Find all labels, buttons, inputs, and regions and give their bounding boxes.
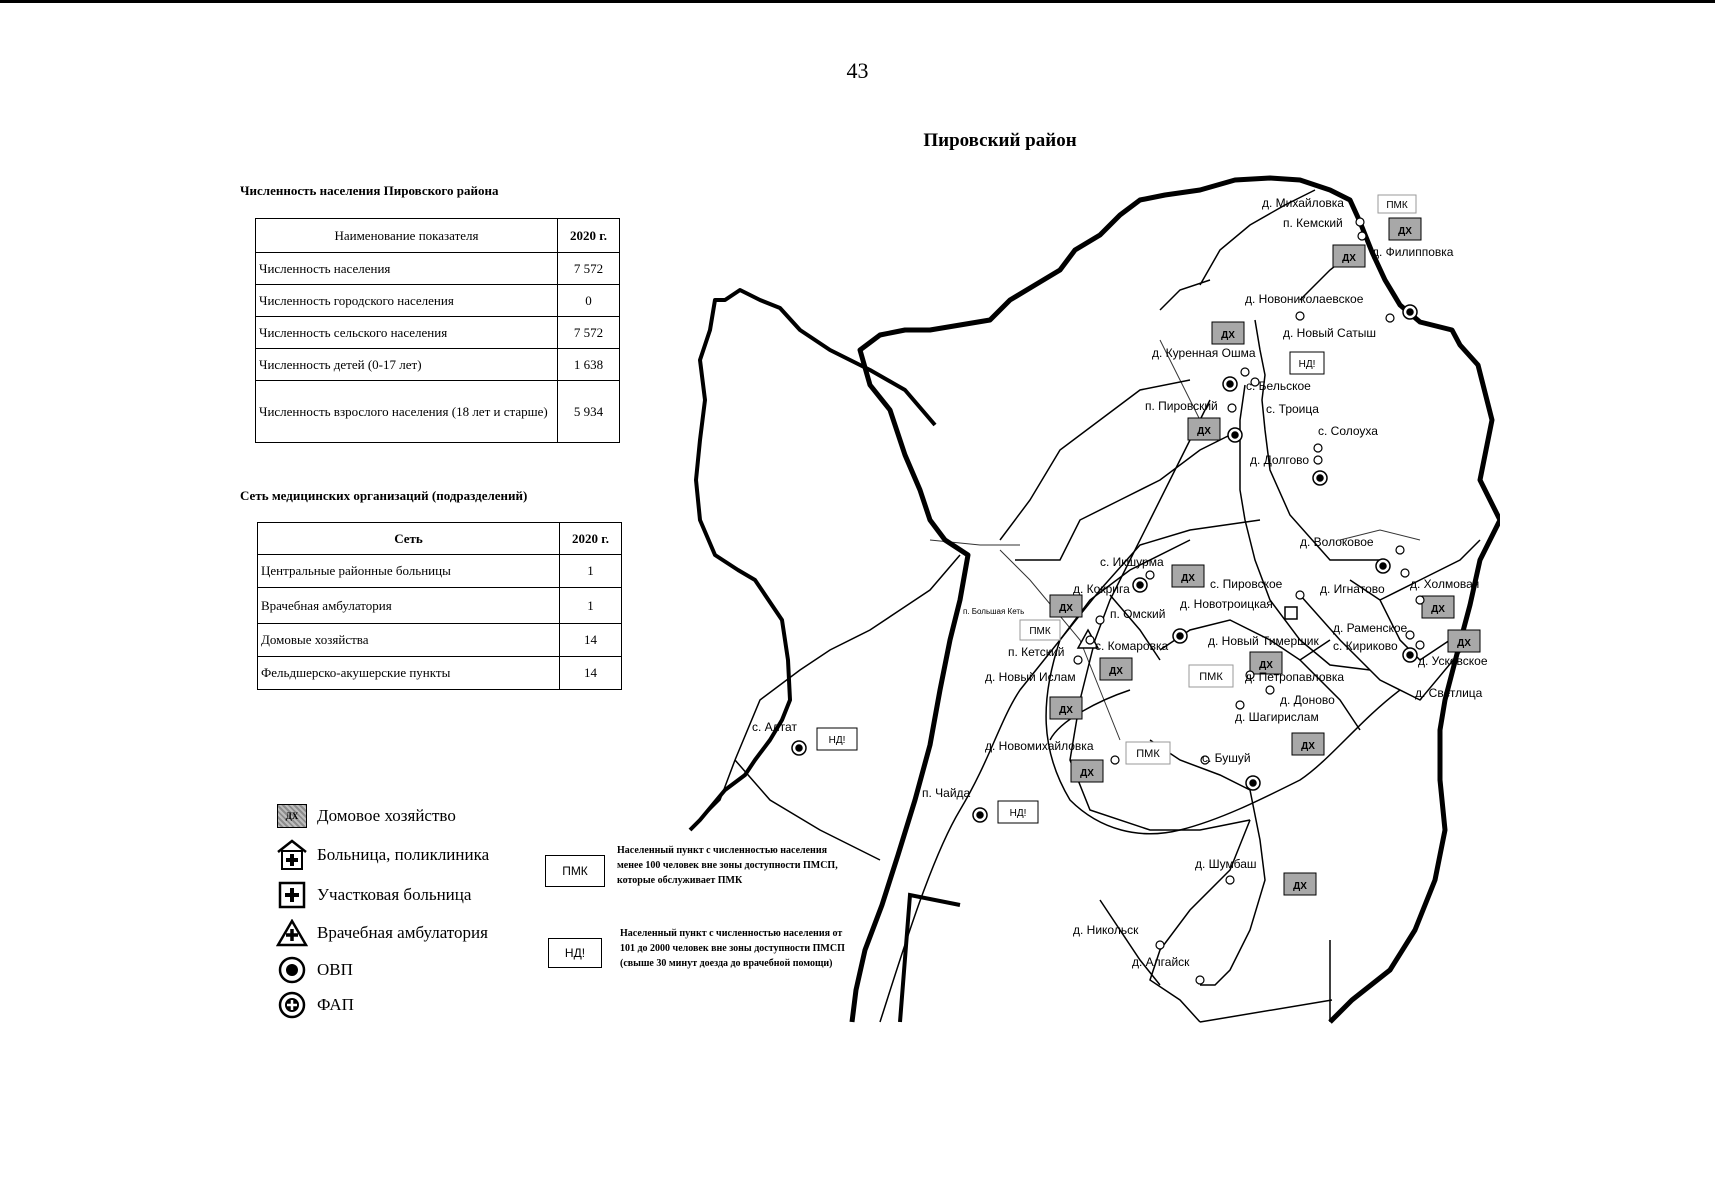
table-row xyxy=(256,253,620,285)
nd-marker xyxy=(998,801,1038,823)
fap-icon xyxy=(1228,428,1242,442)
dx-marker xyxy=(1071,760,1103,782)
place-label: д. Холмовая xyxy=(1410,577,1480,591)
table-row xyxy=(256,317,620,349)
place-label: д. Петропавловка xyxy=(1245,670,1345,684)
place-label: д. Новотроицкая xyxy=(1180,597,1273,611)
table-cell-value: 5 934 xyxy=(558,381,620,443)
household-icon: ДХ xyxy=(275,801,309,831)
district-border xyxy=(852,178,1500,1022)
place-label: д. Михайловка xyxy=(1262,196,1344,210)
place-label: д. Новый Тимершик xyxy=(1208,634,1319,648)
legend-label: Врачебная амбулатория xyxy=(317,923,488,942)
place-label: д. Алгайск xyxy=(1132,955,1190,969)
table-row xyxy=(256,381,620,443)
svg-text:НД!: НД! xyxy=(1009,808,1027,819)
place-label: д. Новый Ислам xyxy=(985,670,1076,684)
svg-text:ДХ: ДХ xyxy=(1080,768,1094,779)
legend-label: Домовое хозяйство xyxy=(317,806,456,825)
place-label: п. Пировский xyxy=(1145,399,1218,413)
network-table xyxy=(257,522,622,690)
svg-text:ДХ: ДХ xyxy=(1259,660,1273,671)
svg-text:НД!: НД! xyxy=(1298,359,1316,370)
table-row xyxy=(258,588,622,624)
table-cell-value: 14 xyxy=(560,657,622,690)
fap-icon xyxy=(1313,471,1327,485)
legend-label: ФАП xyxy=(317,995,354,1014)
table-cell-value: 1 xyxy=(560,555,622,588)
svg-text:ПМК: ПМК xyxy=(1029,626,1051,637)
pmk-marker xyxy=(1020,620,1060,640)
dx-marker xyxy=(1389,218,1421,240)
dx-marker xyxy=(1333,245,1365,267)
legend-item-fap xyxy=(275,990,354,1020)
legend-label: Участковая больница xyxy=(317,885,472,904)
table-header-cell: 2020 г. xyxy=(558,219,620,253)
fap-icon xyxy=(275,990,309,1020)
place-label: д. Новый Сатыш xyxy=(1283,326,1377,340)
place-label: д. Долгово xyxy=(1250,453,1310,467)
place-label: д. Светлица xyxy=(1415,686,1483,700)
table-cell-label: Численность городского населения xyxy=(256,285,558,317)
legend-item-ovp xyxy=(275,955,353,985)
table-header-cell: 2020 г. xyxy=(560,523,622,555)
page-title: Пировский район xyxy=(923,130,1077,151)
legend-item-district-hospital xyxy=(275,880,471,910)
ambulatory-icon xyxy=(275,918,309,948)
table-cell-label: Центральные районные больницы xyxy=(258,555,560,588)
svg-text:НД!: НД! xyxy=(828,735,846,746)
dx-marker xyxy=(1448,630,1480,652)
population-table xyxy=(255,218,620,443)
place-label: п. Большая Кеть xyxy=(963,607,1025,616)
dx-marker xyxy=(1050,697,1082,719)
place-label: д. Филипповка xyxy=(1372,245,1454,259)
table-row xyxy=(256,285,620,317)
dx-marker xyxy=(1172,565,1204,587)
place-label: д. Новомихайловка xyxy=(985,739,1094,753)
table-row xyxy=(258,624,622,657)
table-cell-label: Численность населения xyxy=(256,253,558,285)
table-header-row xyxy=(256,219,620,253)
svg-text:ДХ: ДХ xyxy=(1181,573,1195,584)
dx-marker xyxy=(1422,596,1454,618)
district-hospital-icon xyxy=(275,880,309,910)
legend-item-household xyxy=(275,801,456,831)
page-number: 43 xyxy=(846,58,869,83)
svg-text:ДХ: ДХ xyxy=(1301,741,1315,752)
table-cell-value: 1 638 xyxy=(558,349,620,381)
map-frame xyxy=(900,895,960,1022)
place-label: с. Икшурма xyxy=(1100,555,1164,569)
top-border-line xyxy=(0,0,1715,3)
fap-icon xyxy=(1223,377,1237,391)
table-header-row xyxy=(258,523,622,555)
place-label: д. Раменское xyxy=(1333,621,1408,635)
place-label: п. Омский xyxy=(1110,607,1166,621)
place-label: д. Игнатово xyxy=(1320,582,1385,596)
table-header-cell: Сеть xyxy=(258,523,560,555)
western-border xyxy=(690,290,935,830)
place-label: с. Бушуй xyxy=(1202,751,1251,765)
svg-text:ДХ: ДХ xyxy=(1293,881,1307,892)
table-cell-label: Домовые хозяйства xyxy=(258,624,560,657)
svg-text:ДХ: ДХ xyxy=(1221,330,1235,341)
place-label: д. Новониколаевское xyxy=(1245,292,1364,306)
place-label: п. Кетский xyxy=(1008,645,1065,659)
nd-legend-description: Населенный пункт с численностью населения от 101 до 2000 человек вне зоны доступности ПМСП (свыше 30 минут доезда до врачебной помощи) xyxy=(620,928,845,969)
district-map xyxy=(640,160,1500,1030)
place-label: п. Кемский xyxy=(1283,216,1343,230)
place-label: п. Чайда xyxy=(922,786,971,800)
place-label: д. Кокрига xyxy=(1073,582,1130,596)
place-label: с. Пировское xyxy=(1210,577,1283,591)
place-label: д. Усковское xyxy=(1418,654,1488,668)
place-label: с. Троица xyxy=(1266,402,1319,416)
table-cell-value: 7 572 xyxy=(558,317,620,349)
nd-marker xyxy=(1290,352,1324,374)
place-label: с. Кириково xyxy=(1333,639,1398,653)
place-label: д. Доново xyxy=(1280,693,1335,707)
fap-icon xyxy=(792,741,806,755)
place-label: д. Никольск xyxy=(1073,923,1139,937)
table-cell-label: Численность детей (0-17 лет) xyxy=(256,349,558,381)
legend-label: Больница, поликлиника xyxy=(317,845,490,864)
svg-text:ДХ: ДХ xyxy=(1197,426,1211,437)
svg-text:ДХ: ДХ xyxy=(1342,253,1356,264)
svg-text:ПМК: ПМК xyxy=(1199,671,1223,683)
place-label: с. Солоуха xyxy=(1318,424,1378,438)
pmk-markers xyxy=(1020,195,1416,764)
place-label: с. Алтат xyxy=(752,720,797,734)
legend-item-ambulatory xyxy=(275,918,488,948)
pmk-marker xyxy=(1378,195,1416,213)
place-label: д. Волоковое xyxy=(1300,535,1374,549)
table-row xyxy=(258,657,622,690)
pmk-marker xyxy=(1126,742,1170,764)
place-label: д. Шагирислам xyxy=(1235,710,1319,724)
fap-icon xyxy=(1403,305,1417,319)
table-cell-value: 14 xyxy=(560,624,622,657)
svg-text:ДХ: ДХ xyxy=(1059,705,1073,716)
table-cell-value: 7 572 xyxy=(558,253,620,285)
table-header-cell: Наименование показателя xyxy=(256,219,558,253)
dx-marker xyxy=(1292,733,1324,755)
fap-icon xyxy=(1133,578,1147,592)
population-table-caption: Численность населения Пировского района xyxy=(240,183,499,198)
fap-icon xyxy=(1173,629,1187,643)
svg-text:ДХ: ДХ xyxy=(1431,604,1445,615)
table-cell-label: Врачебная амбулатория xyxy=(258,588,560,624)
table-cell-label: Численность сельского населения xyxy=(256,317,558,349)
road-network xyxy=(700,190,1480,1022)
svg-text:ДХ: ДХ xyxy=(1059,603,1073,614)
table-cell-label: Численность взрослого населения (18 лет и старше) xyxy=(256,381,558,443)
fap-icon xyxy=(1403,648,1417,662)
svg-text:ДХ: ДХ xyxy=(1457,638,1471,649)
pmk-legend-box: ПМК xyxy=(545,855,605,887)
pmk-marker xyxy=(1189,665,1233,687)
nd-legend-box: НД! xyxy=(548,938,602,968)
table-cell-label: Фельдшерско-акушерские пункты xyxy=(258,657,560,690)
svg-text:ПМК: ПМК xyxy=(1136,748,1160,760)
legend-item-hospital xyxy=(275,840,489,870)
dx-marker xyxy=(1100,658,1132,680)
pmk-legend-description: Населенный пункт с численностью населения менее 100 человек вне зоны доступности ПМСП, которые обслуживает ПМК xyxy=(617,845,838,886)
district-hospital-icon xyxy=(1285,607,1297,619)
network-table-caption: Сеть медицинских организаций (подразделений) xyxy=(240,488,528,503)
fap-icon xyxy=(1376,559,1390,573)
table-cell-value: 0 xyxy=(558,285,620,317)
dx-marker xyxy=(1212,322,1244,344)
hospital-icon xyxy=(275,840,309,870)
place-label: с. Комаровка xyxy=(1095,639,1169,653)
svg-text:ДХ: ДХ xyxy=(1398,226,1412,237)
dx-marker xyxy=(1050,595,1082,617)
svg-text:ПМК: ПМК xyxy=(1386,200,1408,211)
table-row xyxy=(256,349,620,381)
svg-text:ДХ: ДХ xyxy=(1109,666,1123,677)
place-label: д. Куренная Ошма xyxy=(1152,346,1256,360)
table-row xyxy=(258,555,622,588)
table-cell-value: 1 xyxy=(560,588,622,624)
place-label: д. Шумбаш xyxy=(1195,857,1257,871)
fap-icon xyxy=(1246,776,1260,790)
dx-marker xyxy=(1284,873,1316,895)
fap-icon xyxy=(973,808,987,822)
place-labels xyxy=(752,196,1488,969)
legend-label: ОВП xyxy=(317,960,353,979)
dx-marker xyxy=(1188,418,1220,440)
nd-marker xyxy=(817,728,857,750)
place-label: с. Бельское xyxy=(1246,379,1311,393)
ovp-icon xyxy=(275,955,309,985)
